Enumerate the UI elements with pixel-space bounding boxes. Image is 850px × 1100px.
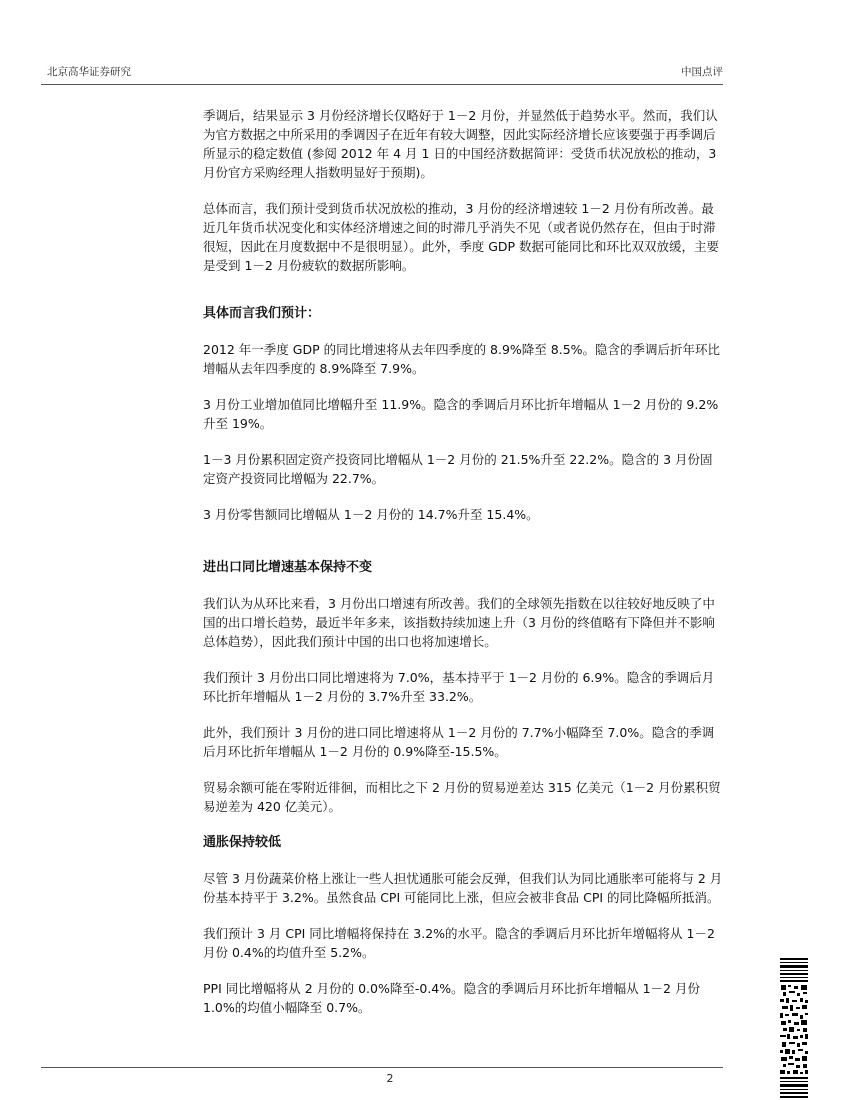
paragraph: 3 月份零售额同比增幅从 1－2 月份的 14.7%升至 15.4%。	[203, 507, 539, 522]
paragraph: 我们预计 3 月 CPI 同比增幅将保持在 3.2%的水平。隐含的季调后月环比折年增幅将从 1－2 月份 0.4%的均值升至 5.2%。	[203, 926, 715, 960]
paragraph: 1－3 月份累积固定资产投资同比增幅从 1－2 月份的 21.5%升至 22.2%。隐含的 3 月份固定资产投资同比增幅为 22.7%。	[203, 452, 713, 486]
page-number: 2	[386, 1072, 394, 1085]
paragraph: 2012 年一季度 GDP 的同比增速将从去年四季度的 8.9%降至 8.5%。隐含的季调后折年环比增幅从去年四季度的 8.9%降至 7.9%。	[203, 342, 721, 376]
paragraph: PPI 同比增幅将从 2 月份的 0.0%降至-0.4%。隐含的季调后月环比折年增幅从 1－2 月份 1.0%的均值小幅降至 0.7%。	[203, 981, 700, 1015]
header-publisher: 北京高华证券研究	[47, 66, 131, 78]
section-heading: 具体而言我们预计：	[203, 306, 321, 321]
paragraph: 贸易余额可能在零附近徘徊，而相比之下 2 月份的贸易逆差达 315 亿美元（1－2 月份累积贸易逆差为 420 亿美元）。	[203, 780, 721, 814]
paragraph: 尽管 3 月份蔬菜价格上涨让一些人担忧通胀可能会反弹，但我们认为同比通胀率可能将与 2 月份基本持平于 3.2%。虽然食品 CPI 可能同比上涨，但应会被非食品 CPI 的同比降幅所抵消。	[203, 871, 723, 905]
header-report-type: 中国点评	[681, 66, 723, 78]
paragraph: 我们预计 3 月份出口同比增速将为 7.0%，基本持平于 1－2 月份的 6.9%。隐含的季调后月环比折年增幅从 1－2 月份的 3.7%升至 33.2%。	[203, 670, 715, 704]
paragraph: 总体而言，我们预计受到货币状况放松的推动，3 月份的经济增速较 1－2 月份有所改善。最近几年货币状况变化和实体经济增速之间的时滞几乎消失不见（或者说仍然存在，但由于时滞很短，因此在月度数据中不是很明显）。此外，季度 GDP 数据可能同比和环比双双放缓，主要是受到 1－2 月份疲软的数据所影响。	[203, 201, 720, 273]
paragraph: 此外，我们预计 3 月份的进口同比增速将从 1－2 月份的 7.7%小幅降至 7.0%。隐含的季调后月环比折年增幅从 1－2 月份的 0.9%降至-15.5%。	[203, 725, 715, 759]
paragraph: 我们认为从环比来看，3 月份出口增速有所改善。我们的全球领先指数在以往较好地反映了中国的出口增长趋势，最近半年多来，该指数持续加速上升（3 月份的终值略有下降但并不影响总体趋势），因此我们预计中国的出口也将加速增长。	[203, 596, 715, 649]
header-divider	[41, 84, 723, 85]
barcode-icon	[780, 958, 808, 1098]
paragraph: 3 月份工业增加值同比增幅升至 11.9%。隐含的季调后月环比折年增幅从 1－2 月份的 9.2%升至 19%。	[203, 397, 719, 431]
page-header	[47, 64, 723, 80]
section-heading: 通胀保持较低	[203, 835, 282, 850]
section-heading: 进出口同比增速基本保持不变	[203, 560, 373, 575]
report-body	[203, 106, 723, 1034]
footer-divider	[41, 1067, 723, 1068]
paragraph: 季调后，结果显示 3 月份经济增长仅略好于 1－2 月份，并显然低于趋势水平。然而，我们认为官方数据之中所采用的季调因子在近年有较大调整，因此实际经济增长应该要强于再季调后所显示的稳定数值 (参阅 2012 年 4 月 1 日的中国经济数据简评：受货币状况放松的推动，3 月份官方采购经理人指数明显好于预期)。	[203, 108, 718, 180]
